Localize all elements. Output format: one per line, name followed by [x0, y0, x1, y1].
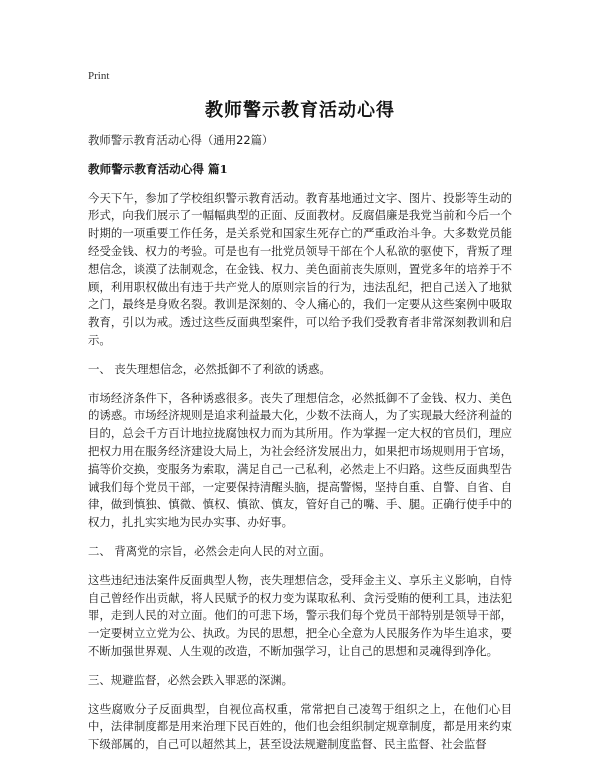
- section-title: 教师警示教育活动心得 篇1: [88, 161, 228, 176]
- paragraph-point-1: 市场经济条件下，各种诱惑很多。丧失了理想信念，必然抵御不了金钱、权力、美色的诱惑。市场经济规则是追求利益最大化，少数不法商人，为了实现最大经济利益的目的，总会千方百计地拉拢腐蚀权力而为其所用。作为掌握一定大权的官员们，理应把权力用在服务经济建设大局上，为社会经济发展出力，如果把市场规则用于官场，搞等价交换，变服务为索取，满足自己一己私利，必然走上不归路。这些反面典型告诫我们每个党员干部，一定要保持清醒头脑，提高警惕，坚持自重、自警、自省、自律，做到慎独、慎微、慎权、慎欲、慎友，管好自己的嘴、手、腿。正确行使手中的权力，扎扎实实地为民办实事、办好事。: [88, 390, 512, 530]
- document-title: 教师警示教育活动心得: [205, 100, 395, 121]
- print-label: Print: [88, 70, 110, 82]
- document-body: [88, 132, 512, 765]
- point-heading-2: 二、 背离党的宗旨，必然会走向人民的对立面。: [88, 543, 331, 558]
- point-heading-1: 一、 丧失理想信念，必然抵御不了利欲的诱惑。: [88, 361, 331, 376]
- paragraph-point-2: 这些违纪违法案件反面典型人物，丧失理想信念，受拜金主义、享乐主义影响，自恃自己曾经作出贡献，将人民赋予的权力变为谋取私利、贪污受贿的便利工具，违法犯罪，走到人民的对立面。他们的可悲下场，警示我们每个党员干部特别是领导干部，一定要树立立党为公、执政。为民的思想，把全心全意为人民服务作为毕生追求，要不断加强世界观、人生观的改造，不断加强学习，让自己的思想和灵魂得到净化。: [88, 572, 512, 658]
- paragraph-intro: 今天下午，参加了学校组织警示教育活动。教育基地通过文字、图片、投影等生动的形式，向我们展示了一幅幅典型的正面、反面教材。反腐倡廉是我党当前和今后一个时期的一项重要工作任务，是关系党和国家生死存亡的严重政治斗争。大多数党员能经受金钱、权力的考验。可是也有一批党员领导干部在个人私欲的驱使下，背叛了理想信念，谈漠了法制观念，在金钱、权力、美色面前丧失原则，置党多年的培养于不顾，利用职权做出有违于共产党人的原则宗旨的行为，违法乱纪，把自己送入了地狱之门，最终是身败名裂。教训是深刻的、令人痛心的，我们一定要从这些案例中吸取教育，引以为戒。透过这些反面典型案件，可以给予我们受教育者非常深刻教训和启示。: [88, 190, 512, 347]
- point-heading-3: 三、规避监督，必然会跌入罪恶的深渊。: [88, 672, 294, 687]
- document-subtitle: 教师警示教育活动心得（通用22篇）: [88, 133, 274, 147]
- paragraph-point-3: 这些腐败分子反面典型，自视位高权重，常常把自己凌驾于组织之上，在他们心目中，法律制度都是用来治理下民百姓的，他们也会组织制定规章制度，都是用来约束下级部属的，自己可以超然其上，甚至设法规避制度监督、民主监督、社会监督: [88, 701, 512, 752]
